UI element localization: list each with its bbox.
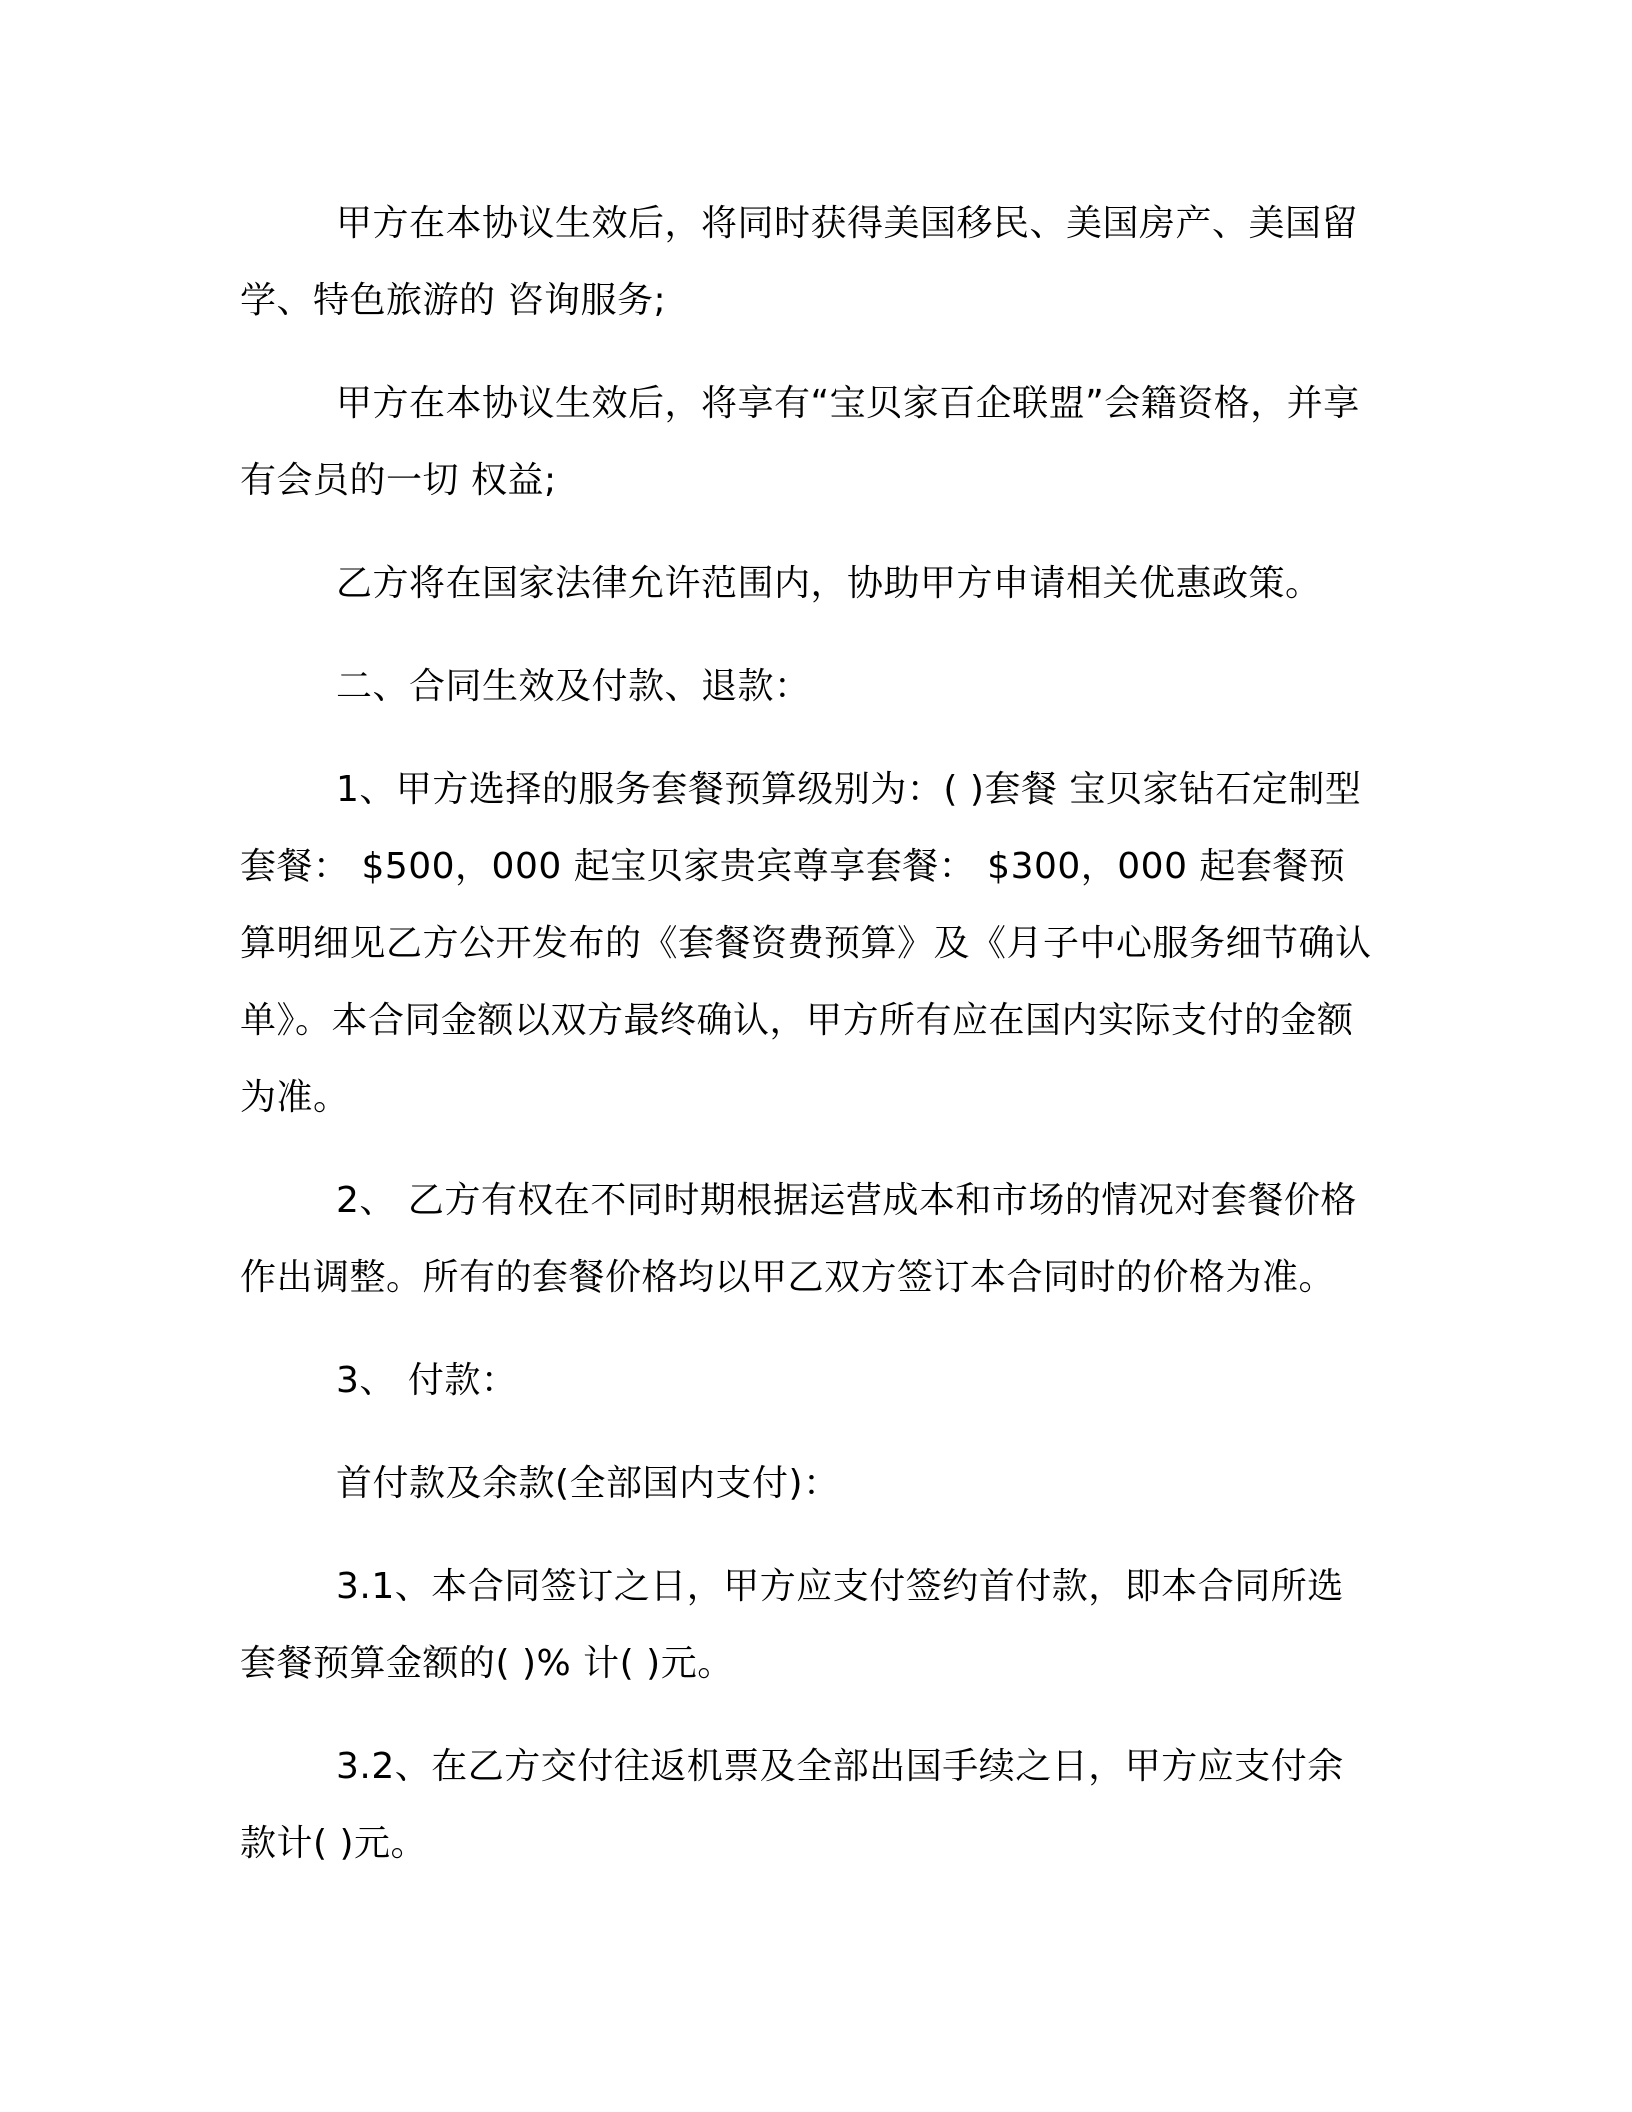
heading-payment: 3、 付款：: [336, 1360, 518, 1401]
paragraph-package-level: 1、甲方选择的服务套餐预算级别为：( )套餐 宝贝家钻石定制型套餐： $500，000 起宝贝家贵宾尊享套餐： $300，000 起套餐预算明细见乙方公开发布的《套餐资费预算》及《月子中心服务细节确认单》。本合同金额以双方最终确认，甲方所有应在国内实际支付的金额为准。: [240, 769, 1372, 1118]
paragraph-consulting-services: 甲方在本协议生效后，将同时获得美国移民、美国房产、美国留学、特色旅游的 咨询服务;: [240, 203, 1359, 321]
paragraph-clause-3-2: 3.2、在乙方交付往返机票及全部出国手续之日，甲方应支付余款计( )元。: [240, 1746, 1344, 1864]
document-body: [240, 185, 1380, 1908]
section-heading-payment-refund: 二、合同生效及付款、退款：: [336, 666, 811, 707]
paragraph-clause-3-1: 3.1、本合同签订之日，甲方应支付签约首付款，即本合同所选套餐预算金额的( )% 计( )元。: [240, 1566, 1344, 1684]
paragraph-price-adjustment: 2、 乙方有权在不同时期根据运营成本和市场的情况对套餐价格作出调整。所有的套餐价格均以甲乙双方签订本合同时的价格为准。: [240, 1180, 1357, 1298]
paragraph-preferential-policy: 乙方将在国家法律允许范围内，协助甲方申请相关优惠政策。: [336, 563, 1322, 604]
paragraph-membership: 甲方在本协议生效后，将享有“宝贝家百企联盟”会籍资格，并享有会员的一切 权益;: [240, 383, 1360, 501]
heading-down-payment: 首付款及余款(全部国内支付)：: [336, 1463, 840, 1504]
